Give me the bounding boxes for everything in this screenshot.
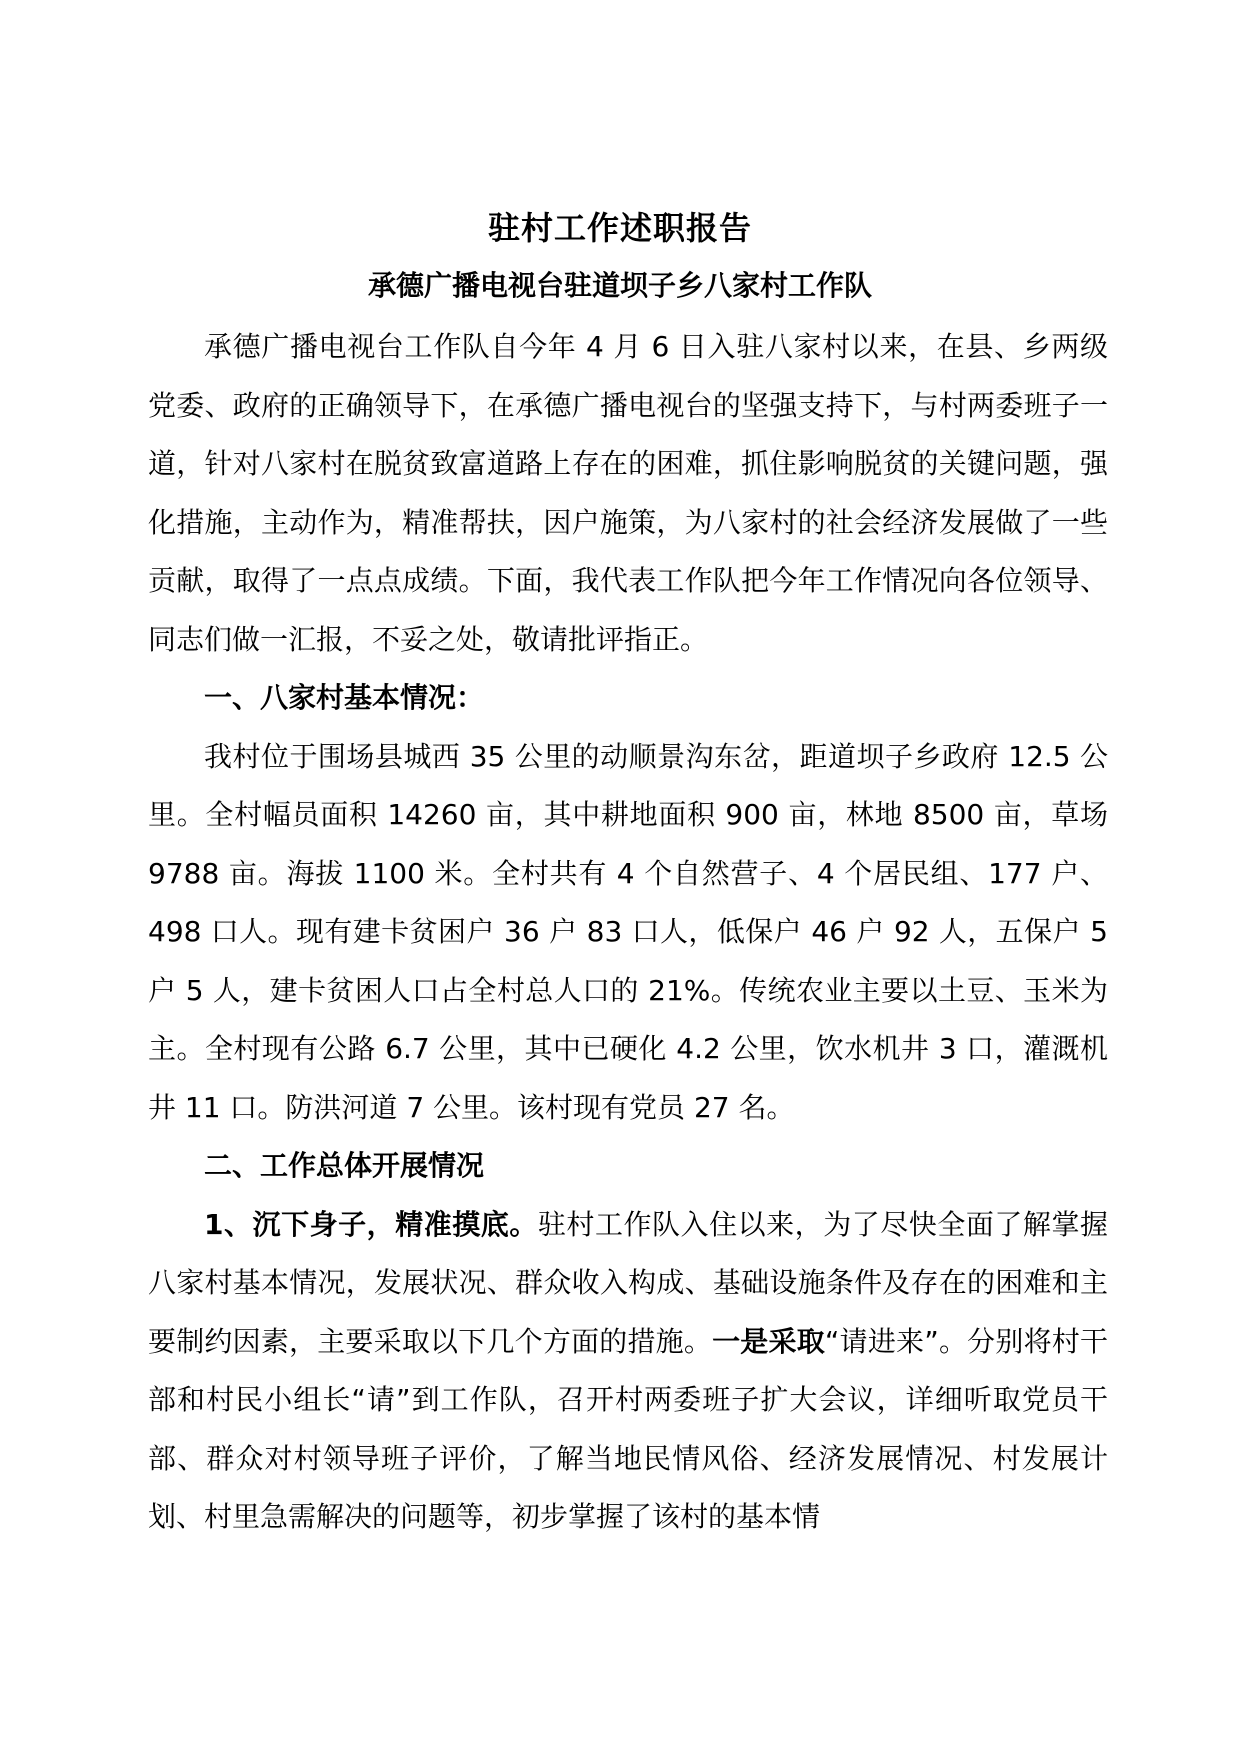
document-subtitle: 承德广播电视台驻道坝子乡八家村工作队: [367, 269, 872, 302]
work-detail-paragraph: [148, 1196, 1108, 1547]
section-heading-work-overview: 二、工作总体开展情况: [204, 1149, 485, 1182]
measure-one-label: 一是采取: [712, 1324, 825, 1358]
work-detail-text: 驻村工作队入住以来，为了尽快全面了解掌握八家村基本情况，发展状况、群众收入构成、基础设施条件及存在的困难和主要制约因素，主要采取以下几个方面的措施。: [148, 1207, 1108, 1358]
document-body: [148, 318, 1108, 1547]
measure-one-text: “请进来”。分别将村干部和村民小组长“请”到工作队，召开村两委班子扩大会议，详细听取党员干部、群众对村领导班子评价，了解当地民情风俗、经济发展情况、村发展计划、村里急需解决的问题等，初步掌握了该村的基本情: [148, 1324, 1108, 1533]
section-heading-basic-info: 一、八家村基本情况：: [204, 681, 485, 714]
work-detail-lead: 1、沉下身子，精准摸底。: [204, 1207, 538, 1241]
basic-info-paragraph: 我村位于围场县城西 35 公里的动顺景沟东岔，距道坝子乡政府 12.5 公里。全村幅员面积 14260 亩，其中耕地面积 900 亩，林地 8500 亩，草场 9788 亩。海拔 1100 米。全村共有 4 个自然营子、4 个居民组、177 户、498 口人。现有建卡贫困户 36 户 83 口人，低保户 46 户 92 人，五保户 5 户 5 人，建卡贫困人口占全村总人口的 21%。传统农业主要以土豆、玉米为主。全村现有公路 6.7 公里，其中已硬化 4.2 公里，饮水机井 3 口，灌溉机井 11 口。防洪河道 7 公里。该村现有党员 27 名。: [148, 739, 1108, 1124]
intro-paragraph: 承德广播电视台工作队自今年 4 月 6 日入驻八家村以来，在县、乡两级党委、政府的正确领导下，在承德广播电视台的坚强支持下，与村两委班子一道，针对八家村在脱贫致富道路上存在的困难，抓住影响脱贫的关键问题，强化措施，主动作为，精准帮扶，因户施策，为八家村的社会经济发展做了一些贡献，取得了一点点成绩。下面，我代表工作队把今年工作情况向各位领导、同志们做一汇报，不妥之处，敬请批评指正。: [148, 330, 1108, 656]
document-title: 驻村工作述职报告: [487, 209, 752, 247]
